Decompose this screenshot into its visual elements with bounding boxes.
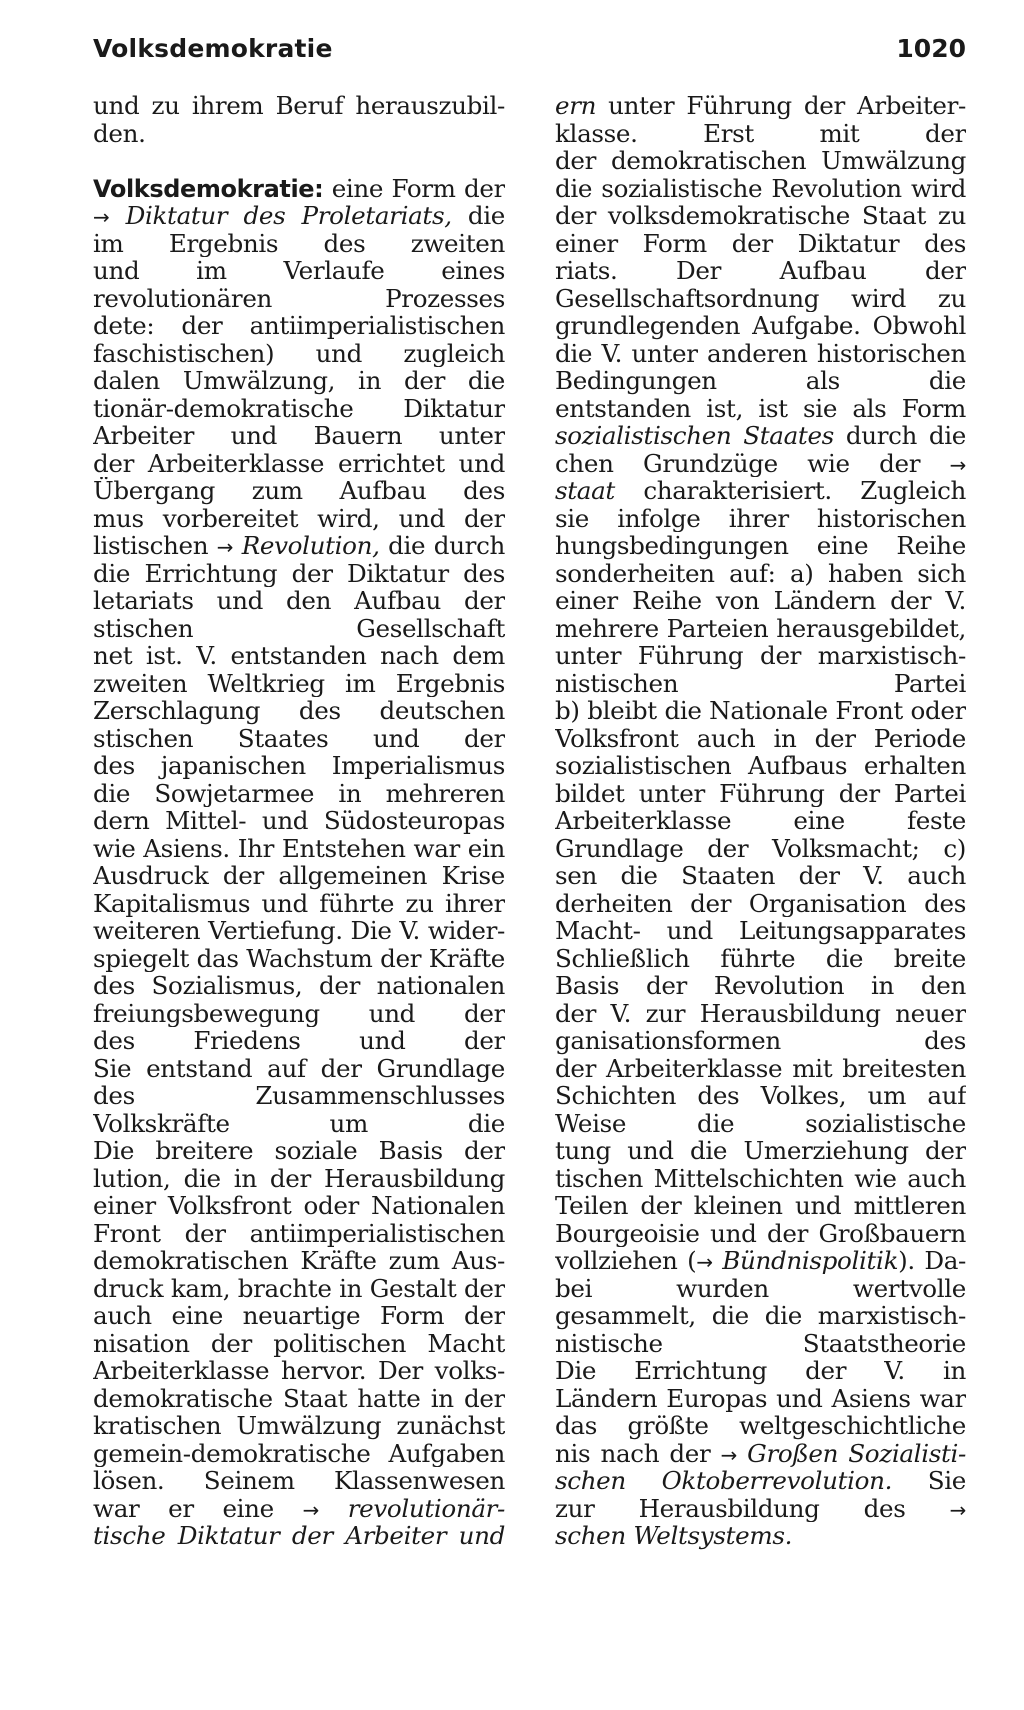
cross-reference-link[interactable]: Bündnispolitik bbox=[722, 1247, 899, 1275]
text-line: dern Mittel- und Südosteuropas bbox=[93, 807, 505, 835]
text-line: unter Führung der marxistisch- bbox=[555, 642, 966, 670]
text-line: tionär-demokratische Diktatur bbox=[93, 394, 505, 422]
cross-reference-arrow-icon: → bbox=[949, 452, 966, 477]
text-line: Die Errichtung der V. in bbox=[555, 1357, 966, 1385]
text-line: Zerschlagung des deutschen bbox=[93, 697, 505, 725]
text-line: kratischen Umwälzung zunächst bbox=[93, 1412, 505, 1440]
page-number: 1020 bbox=[896, 34, 966, 63]
text-line: des Friedens und der bbox=[93, 1027, 505, 1055]
text-line: demokratische Staat hatte in der bbox=[93, 1384, 505, 1412]
text-line bbox=[555, 450, 966, 478]
text-line: Schichten des Volkes, um auf bbox=[555, 1082, 966, 1110]
text-line: sonderheiten auf: a) haben sich bbox=[555, 559, 966, 587]
text-line bbox=[555, 1495, 966, 1523]
text-line: Weise die sozialistische bbox=[555, 1109, 966, 1137]
text-line: das größte weltgeschichtliche bbox=[555, 1412, 966, 1440]
text-line: dalen Umwälzung, in der die bbox=[93, 367, 505, 395]
text-line: faschistischen) und zugleich bbox=[93, 339, 505, 367]
paragraph-gap bbox=[93, 147, 505, 175]
text-line: einer Reihe von Ländern der V. bbox=[555, 587, 966, 615]
text-line: hungsbedingungen eine Reihe bbox=[555, 532, 966, 560]
text-line: revolutionären Prozesses bbox=[93, 284, 505, 312]
text-run: war er eine bbox=[93, 1494, 274, 1522]
text-line: b) bleibt die Nationale Front oder bbox=[555, 697, 966, 725]
text-run: die durch bbox=[388, 532, 505, 560]
text-line: gemein-demokratische Aufgaben bbox=[93, 1439, 505, 1467]
text-line: Basis der Revolution in den bbox=[555, 972, 966, 1000]
text-line: Volkskräfte um die bbox=[93, 1109, 505, 1137]
text-line bbox=[555, 1522, 966, 1550]
text-run: chen Grundzüge wie der bbox=[555, 449, 921, 477]
text-line: der volksdemokratische Staat zu bbox=[555, 202, 966, 230]
cross-reference-link[interactable]: schen Weltsystems. bbox=[555, 1521, 793, 1550]
text-line bbox=[555, 477, 966, 505]
text-line: freiungsbewegung und der bbox=[93, 999, 505, 1027]
text-line: Arbeiterklasse hervor. Der volks- bbox=[93, 1357, 505, 1385]
text-line: Ländern Europas und Asiens war bbox=[555, 1384, 966, 1412]
text-line: demokratischen Kräfte zum Aus- bbox=[93, 1247, 505, 1275]
text-line: nistische Staatstheorie bbox=[555, 1329, 966, 1357]
text-line: Volksfront auch in der Periode bbox=[555, 724, 966, 752]
text-line: die sozialistische Revolution wird bbox=[555, 174, 966, 202]
text-line: im Ergebnis des zweiten bbox=[93, 229, 505, 257]
text-line: auch eine neuartige Form der bbox=[93, 1302, 505, 1330]
text-line: Ausdruck der allgemeinen Krise bbox=[93, 862, 505, 890]
text-line: des Sozialismus, der nationalen bbox=[93, 972, 505, 1000]
text-line: mehrere Parteien herausgebildet, bbox=[555, 614, 966, 642]
running-head: Volksdemokratie bbox=[93, 34, 333, 63]
text-line: der Arbeiterklasse errichtet und bbox=[93, 449, 505, 477]
text-line: sozialistischen Aufbaus erhalten bbox=[555, 752, 966, 780]
text-line: Grundlage der Volksmacht; c) bbox=[555, 834, 966, 862]
text-run: entstanden ist, ist sie als Form bbox=[555, 394, 966, 422]
text-line: den. bbox=[93, 118, 146, 148]
text-line bbox=[93, 1522, 505, 1550]
text-run: die bbox=[467, 202, 505, 230]
text-line: Bedingungen als die bbox=[555, 367, 966, 395]
text-line: derheiten der Organisation des bbox=[555, 889, 966, 917]
text-line: ganisationsformen des bbox=[555, 1027, 966, 1055]
text-line: weiteren Vertiefung. Die V. wider- bbox=[93, 917, 505, 945]
cross-reference-arrow-icon: → bbox=[696, 1250, 713, 1274]
cross-reference-link[interactable]: staat bbox=[555, 477, 615, 505]
text-line: die V. unter anderen historischen bbox=[555, 339, 966, 367]
text-line: nistischen Partei bbox=[555, 669, 966, 697]
text-line bbox=[555, 422, 966, 450]
text-run: durch die bbox=[845, 422, 966, 450]
text-line: der V. zur Herausbildung neuer bbox=[555, 999, 966, 1027]
text-line: Kapitalismus und führte zu ihrer bbox=[93, 889, 505, 917]
text-line: des japanischen Imperialismus bbox=[93, 752, 505, 780]
text-line: Gesellschaftsordnung wird zu bbox=[555, 284, 966, 312]
cross-reference-arrow-icon: → bbox=[949, 1497, 966, 1522]
text-run: ). Da- bbox=[898, 1247, 966, 1275]
text-line: bei wurden wertvolle bbox=[555, 1274, 966, 1302]
text-line: tischen Mittelschichten wie auch bbox=[555, 1164, 966, 1192]
cross-reference-link[interactable]: Großen Sozialisti- bbox=[747, 1439, 966, 1467]
text-line: sie infolge ihrer historischen bbox=[555, 504, 966, 532]
text-run: vollziehen ( bbox=[555, 1247, 697, 1275]
text-line bbox=[93, 532, 505, 560]
text-line: stischen Gesellschaft bbox=[93, 614, 505, 642]
text-line: die Sowjetarmee in mehreren bbox=[93, 779, 505, 807]
text-line bbox=[555, 1467, 966, 1495]
text-line: spiegelt das Wachstum der Kräfte bbox=[93, 944, 505, 972]
text-line: einer Form der Diktatur des bbox=[555, 229, 966, 257]
text-run: eine Form der bbox=[331, 174, 505, 202]
right-column bbox=[555, 92, 966, 1550]
text-line: Sie entstand auf der Grundlage bbox=[93, 1054, 505, 1082]
text-line bbox=[93, 1495, 505, 1523]
text-line bbox=[555, 1247, 966, 1275]
text-line: dete: der antiimperialistischen bbox=[93, 312, 505, 340]
text-line: der Arbeiterklasse mit breitesten bbox=[555, 1054, 966, 1082]
cross-reference-link[interactable]: tische Diktatur der Arbeiter und bbox=[93, 1522, 505, 1550]
text-line: die Errichtung der Diktatur des bbox=[93, 559, 505, 587]
text-line: stischen Staates und der bbox=[93, 724, 505, 752]
text-line: druck kam, brachte in Gestalt der bbox=[93, 1274, 505, 1302]
text-line: des Zusammenschlusses bbox=[93, 1082, 505, 1110]
text-line: wie Asiens. Ihr Entstehen war ein bbox=[93, 834, 505, 862]
entry-headword: Volksdemokratie: bbox=[93, 174, 324, 202]
cross-reference-arrow-icon: → bbox=[720, 1442, 737, 1467]
text-line: Die breitere soziale Basis der bbox=[93, 1137, 505, 1165]
left-column bbox=[93, 92, 505, 1550]
text-line: Arbeiter und Bauern unter bbox=[93, 422, 505, 450]
text-run: zur Herausbildung des bbox=[555, 1494, 906, 1522]
text-line: letariats und den Aufbau der bbox=[93, 587, 505, 615]
cross-reference-arrow-icon: → bbox=[302, 1497, 319, 1522]
text-line: und im Verlaufe eines bbox=[93, 257, 505, 285]
cross-reference-link[interactable]: schen Oktoberrevolution. bbox=[555, 1467, 893, 1495]
text-line: bildet unter Führung der Partei bbox=[555, 779, 966, 807]
text-line bbox=[555, 92, 966, 120]
cross-reference-link[interactable]: revolutionär- bbox=[347, 1494, 505, 1522]
text-run: unter Führung der Arbeiter- bbox=[608, 92, 966, 120]
text-line: klasse. Erst mit der bbox=[555, 119, 966, 147]
text-line: Arbeiterklasse eine feste bbox=[555, 807, 966, 835]
text-line: einer Volksfront oder Nationalen bbox=[93, 1192, 505, 1220]
text-line: und zu ihrem Beruf herauszubil- bbox=[93, 92, 505, 120]
text-line: Übergang zum Aufbau des bbox=[93, 477, 505, 505]
page-header bbox=[93, 34, 966, 70]
text-line: nisation der politischen Macht bbox=[93, 1329, 505, 1357]
text-line: tung und die Umerziehung der bbox=[555, 1137, 966, 1165]
cross-reference-link[interactable]: Revolution, bbox=[241, 532, 380, 560]
text-line: Front der antiimperialistischen bbox=[93, 1219, 505, 1247]
text-run: nis nach der bbox=[555, 1439, 711, 1467]
text-line: lution, die in der Herausbildung bbox=[93, 1164, 505, 1192]
cross-reference-link[interactable]: ern bbox=[555, 92, 597, 120]
text-line: grundlegenden Aufgabe. Obwohl bbox=[555, 312, 966, 340]
text-line: riats. Der Aufbau der bbox=[555, 257, 966, 285]
cross-reference-arrow-icon: → bbox=[93, 205, 110, 229]
text-line: gesammelt, die die marxistisch- bbox=[555, 1302, 966, 1330]
text-run: listischen bbox=[93, 532, 209, 560]
text-line: zweiten Weltkrieg im Ergebnis bbox=[93, 669, 505, 697]
text-line: lösen. Seinem Klassenwesen bbox=[93, 1467, 505, 1495]
text-run: charakterisiert. Zugleich bbox=[643, 477, 966, 505]
text-line: Macht- und Leitungsapparates bbox=[555, 917, 966, 945]
text-line: Schließlich führte die breite bbox=[555, 944, 966, 972]
text-line bbox=[93, 202, 505, 230]
text-line bbox=[555, 1440, 966, 1468]
text-line: mus vorbereitet wird, und der bbox=[93, 504, 505, 532]
text-line bbox=[555, 395, 966, 423]
text-line: net ist. V. entstanden nach dem bbox=[93, 642, 505, 670]
entry-first-line bbox=[93, 175, 505, 203]
cross-reference-link[interactable]: sozialistischen Staates bbox=[555, 422, 834, 450]
text-line: sen die Staaten der V. auch bbox=[555, 862, 966, 890]
cross-reference-link[interactable]: Diktatur des Proletariats, bbox=[125, 202, 452, 230]
text-line: der demokratischen Umwälzung bbox=[555, 147, 966, 175]
text-line: Teilen der kleinen und mittleren bbox=[555, 1192, 966, 1220]
text-run: Sie bbox=[927, 1467, 966, 1495]
text-line: Bourgeoisie und der Großbauern bbox=[555, 1219, 966, 1247]
cross-reference-arrow-icon: → bbox=[216, 535, 234, 559]
